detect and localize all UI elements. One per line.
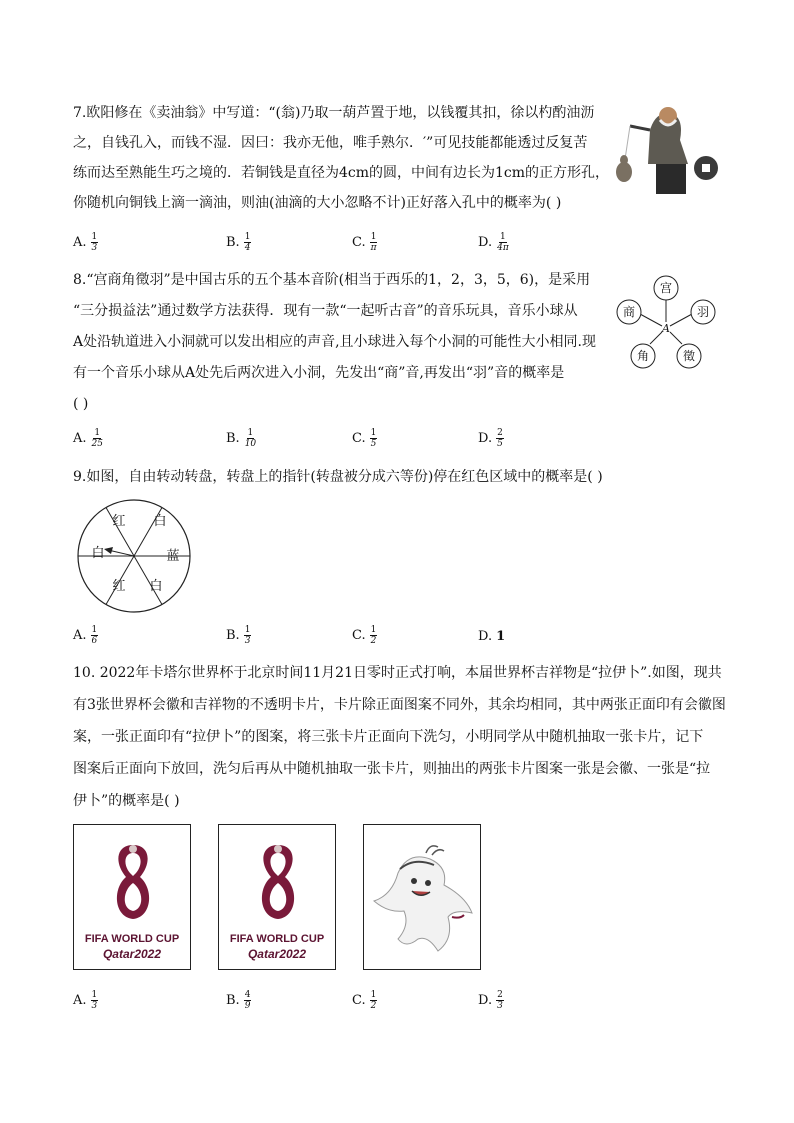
diagram-yu: 羽	[696, 305, 710, 319]
card-1-title: FIFA WORLD CUP	[84, 933, 180, 945]
q9-option-c[interactable]: C. $\frac{1}{2}$	[352, 625, 377, 646]
card-emblem-2	[218, 824, 336, 970]
q9-option-b[interactable]: B. $\frac{1}{3}$	[226, 625, 251, 646]
q7-text-line-2: 之，自钱孔入，而钱不湿．因曰：我亦无他，唯手熟尔．′”可见技能都能透过反复苦	[73, 135, 588, 151]
fraction: $\frac{1}{3}$	[244, 625, 251, 646]
world-cup-emblem-icon	[108, 839, 158, 931]
q8-text-line-2: “三分损益法”通过数学方法获得．现有一款“一起听古音”的音乐玩具，音乐小球从	[73, 303, 578, 319]
q10-text-line-5: 伊卜”的概率是( )	[73, 793, 180, 809]
q8-text-line-4: 有一个音乐小球从A处先后两次进入小洞，先发出“商”音,再发出“羽”音的概率是	[73, 365, 565, 381]
q10-option-b[interactable]: B. $\frac{4}{9}$	[226, 990, 251, 1011]
spinner-sector-2: 蓝	[166, 549, 180, 564]
fraction: $\frac{1}{10}$	[244, 428, 257, 449]
q10-text-line-4: 图案后正面向下放回，洗匀后再从中随机抽取一张卡片，则抽出的两张卡片图案一张是会徽、一张是“拉	[73, 761, 711, 777]
fraction: $\frac{4}{9}$	[244, 990, 251, 1011]
card-emblem-1	[73, 824, 191, 970]
fraction: $\frac{1}{3}$	[91, 232, 98, 253]
q8-text-line-1: 8.“宫商角徵羽”是中国古乐的五个基本音阶(相当于西乐的1，2，3，5，6)，是采用	[73, 272, 591, 288]
q7-option-d[interactable]: D. $\frac{1}{4\pi}$	[478, 232, 509, 253]
q9-options	[73, 625, 633, 649]
fraction: $\frac{2}{3}$	[497, 990, 503, 1011]
world-cup-emblem-icon	[253, 839, 303, 931]
fraction: $\frac{1}{\pi}$	[370, 232, 377, 253]
q10-option-d[interactable]: D. $\frac{2}{3}$	[478, 990, 503, 1011]
diagram-center-a: A	[662, 322, 670, 335]
q7-option-b[interactable]: B. $\frac{1}{4}$	[226, 232, 251, 253]
card-1-subtitle: Qatar2022	[102, 947, 162, 961]
spinner-sector-1: 白	[153, 514, 167, 529]
fraction: $\frac{1}{4}$	[244, 232, 251, 253]
spinner-sector-3: 白	[149, 579, 163, 594]
diagram-jiao: 角	[636, 349, 650, 363]
fraction: $\frac{1}{5}$	[370, 428, 377, 449]
q9-option-d[interactable]: D. 1	[478, 629, 506, 644]
q7-options	[73, 232, 633, 256]
q9-text-line-1: 9.如图，自由转动转盘，转盘上的指针(转盘被分成六等份)停在红色区域中的概率是( )	[73, 469, 603, 485]
q10-option-a[interactable]: A. $\frac{1}{3}$	[73, 990, 98, 1011]
q8-text-line-3: A处沿轨道进入小洞就可以发出相应的声音,且小球进入每个小洞的可能性大小相同.现	[73, 334, 597, 350]
fraction: $\frac{2}{5}$	[497, 428, 503, 449]
fraction: $\frac{1}{4\pi}$	[497, 232, 509, 253]
q7-option-c[interactable]: C. $\frac{1}{\pi}$	[352, 232, 377, 253]
q9-option-a[interactable]: A. $\frac{1}{6}$	[73, 625, 98, 646]
card-mascot	[363, 824, 481, 970]
diagram-zhi: 徵	[682, 349, 696, 363]
q7-option-a[interactable]: A. $\frac{1}{3}$	[73, 232, 98, 253]
oil-seller-illustration	[610, 100, 722, 200]
spinner-sector-4: 红	[112, 579, 126, 594]
card-2-title: FIFA WORLD CUP	[229, 933, 325, 945]
fraction: $\frac{1}{25}$	[91, 428, 103, 449]
spinner-diagram	[72, 497, 196, 615]
q10-text-line-3: 案，一张正面印有“拉伊卜”的图案，将三张卡片正面向下洗匀，小明同学从中随机抽取一张卡片，记下	[73, 729, 704, 745]
q7-text-line-4: 你随机向铜钱上滴一滴油，则油(油滴的大小忽略不计)正好落入孔中的概率为( )	[73, 195, 562, 211]
q7-text-line-1: 7.欧阳修在《卖油翁》中写道：“(翁)乃取一葫芦置于地，以钱覆其扣，徐以杓酌油沥	[73, 105, 595, 121]
q8-option-b[interactable]: B. $\frac{1}{10}$	[226, 428, 257, 449]
fraction: $\frac{1}{2}$	[370, 625, 377, 646]
q8-options	[73, 428, 633, 452]
q7-text-line-3: 练而达至熟能生巧之境的．若铜钱是直径为4cm的圆，中间有边长为1cm的正方形孔，	[73, 165, 610, 181]
fraction: $\frac{1}{2}$	[370, 990, 377, 1011]
laeeb-mascot-icon	[368, 839, 478, 959]
music-toy-diagram	[610, 272, 722, 378]
fraction: $\frac{1}{6}$	[91, 625, 98, 646]
q10-options	[73, 990, 633, 1014]
q8-option-d[interactable]: D. $\frac{2}{5}$	[478, 428, 503, 449]
q10-text-line-1: 10. 2022年卡塔尔世界杯于北京时间11月21日零时正式打响，本届世界杯吉祥物是“拉伊卜”.如图，现共	[73, 665, 722, 681]
q8-option-c[interactable]: C. $\frac{1}{5}$	[352, 428, 377, 449]
diagram-gong: 宫	[659, 281, 673, 295]
fraction: $\frac{1}{3}$	[91, 990, 98, 1011]
card-2-subtitle: Qatar2022	[247, 947, 307, 961]
diagram-shang: 商	[622, 305, 636, 319]
q8-option-a[interactable]: A. $\frac{1}{25}$	[73, 428, 103, 449]
q10-option-c[interactable]: C. $\frac{1}{2}$	[352, 990, 377, 1011]
spinner-sector-6: 红	[112, 514, 126, 529]
q10-text-line-2: 有3张世界杯会徽和吉祥物的不透明卡片，卡片除正面图案不同外，其余均相同，其中两张正面印有会徽图	[73, 697, 726, 713]
spinner-sector-5: 白	[91, 546, 105, 561]
q8-text-line-5: ( )	[73, 396, 89, 412]
